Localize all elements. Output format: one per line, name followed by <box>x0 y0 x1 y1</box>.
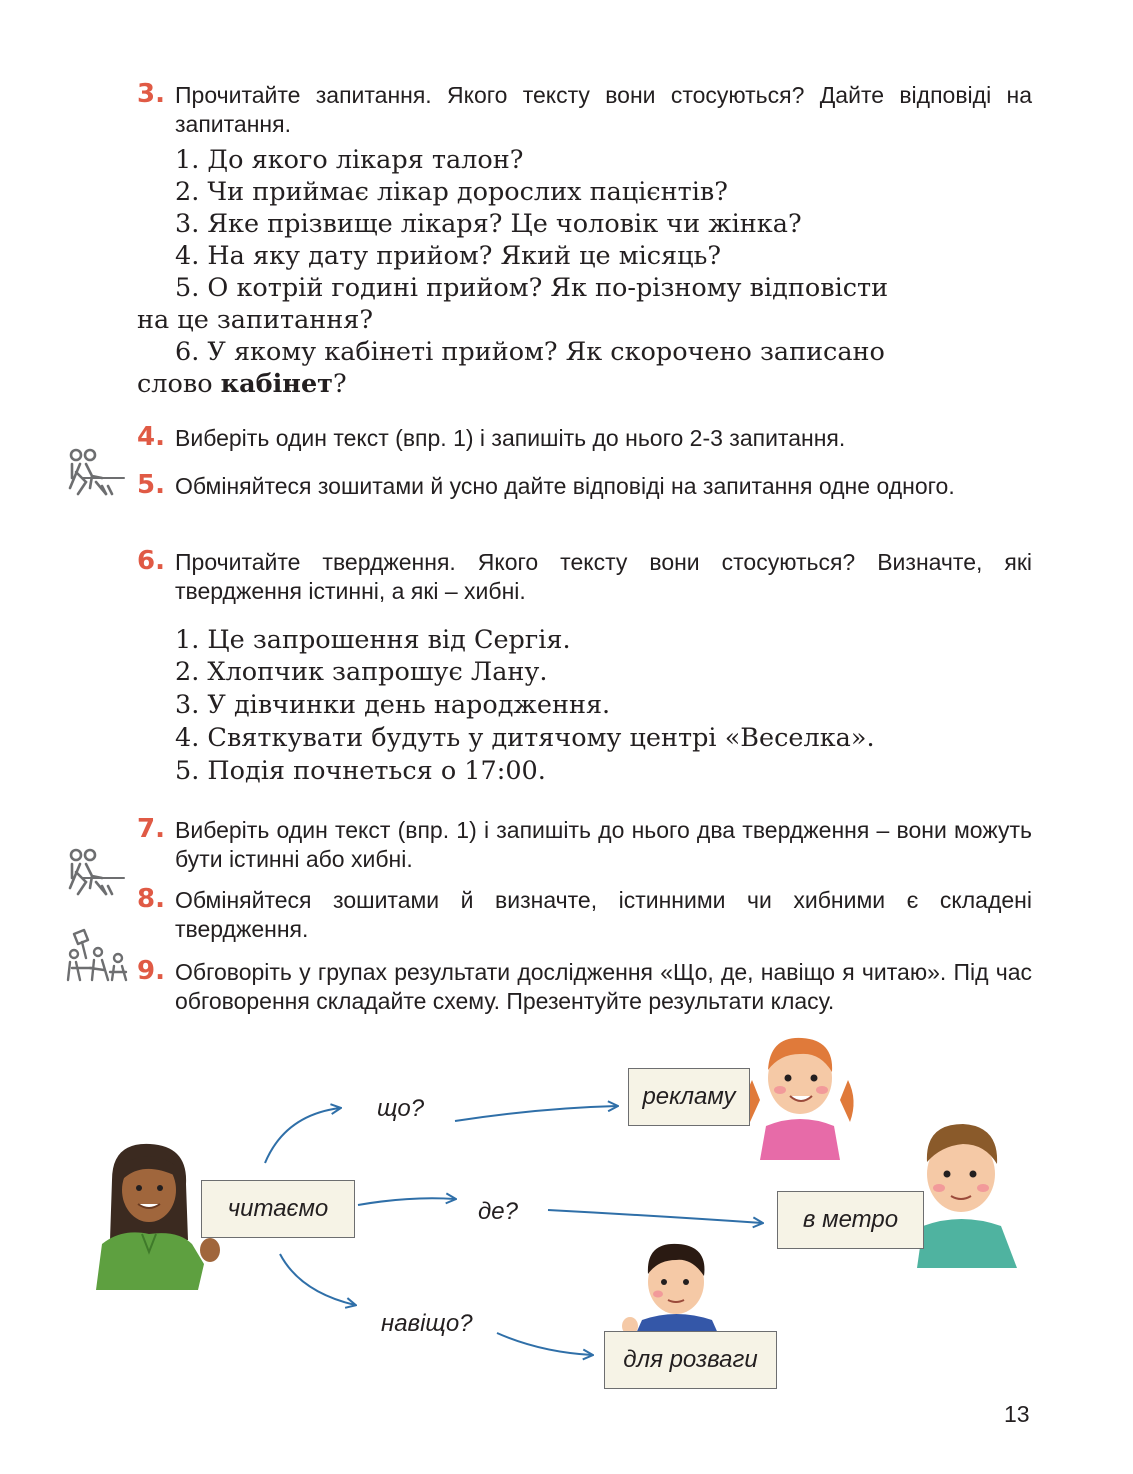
arrow-why <box>280 1254 355 1305</box>
task-text: Виберіть один текст (впр. 1) і запишіть до нього 2-3 запитання. <box>175 425 846 451</box>
statement-1: 1. Це запрошення від Сергія. <box>175 625 571 655</box>
arrow-what <box>265 1108 340 1163</box>
arrow-where <box>358 1198 455 1205</box>
arrow-why-answer <box>497 1333 592 1355</box>
girl-pigtails-illustration <box>740 1030 860 1160</box>
question-5-line-2: на це запитання? <box>137 305 374 335</box>
task-number: 9. <box>137 956 165 986</box>
card-why-answer: для розваги <box>604 1331 777 1389</box>
arrow-what-answer <box>455 1106 617 1121</box>
question-5-line-1: 5. О котрій годині прийом? Як по-різному відповісти <box>175 273 889 303</box>
bold-word: кабінет <box>220 369 333 399</box>
question-mark: ? <box>332 369 347 399</box>
task-number: 5. <box>137 470 165 500</box>
boy-reading-illustration <box>620 1238 730 1338</box>
statement-3: 3. У дівчинки день народження. <box>175 690 611 720</box>
arrow-where-answer <box>548 1210 762 1223</box>
question-3: 3. Яке прізвище лікаря? Це чоловік чи жінка? <box>175 209 802 239</box>
label-what: що? <box>377 1095 425 1122</box>
statement-5: 5. Подія почнеться о 17:00. <box>175 756 546 786</box>
task-number: 6. <box>137 546 165 576</box>
card-where-answer: в метро <box>777 1191 924 1249</box>
label-why: навіщо? <box>381 1310 473 1337</box>
task-number: 8. <box>137 884 165 914</box>
statement-2: 2. Хлопчик запрошує Лану. <box>175 657 548 687</box>
task-number: 3. <box>137 79 165 109</box>
question-6-line-1: 6. У якому кабінеті прийом? Як скорочено записано <box>175 337 885 367</box>
card-reading: читаємо <box>201 1180 355 1238</box>
label-where: де? <box>478 1198 518 1225</box>
page-number: 13 <box>1004 1401 1030 1427</box>
task-text: Виберіть один текст (впр. 1) і запишіть до нього два твердження – вони можуть бути істинні або хибні. <box>175 817 1032 872</box>
question-6-text: слово <box>137 369 221 399</box>
question-1: 1. До якого лікаря талон? <box>175 145 524 175</box>
task-number: 4. <box>137 422 165 452</box>
task-text: Обміняйтеся зошитами й усно дайте відповіді на запитання одне одного. <box>175 473 955 499</box>
task-text: Обговоріть у групах результати дослідження «Що, де, навіщо я читаю». Під час обговорення складайте схему. Презентуйте результати класу. <box>175 959 1032 1014</box>
statement-4: 4. Святкувати будуть у дитячому центрі «Веселка». <box>175 723 875 753</box>
question-4: 4. На яку дату прийом? Який це місяць? <box>175 241 722 271</box>
task-number: 7. <box>137 814 165 844</box>
card-what-answer: рекламу <box>628 1068 750 1126</box>
task-text: Обміняйтеся зошитами й визначте, істинними чи хибними є складені твердження. <box>175 887 1032 942</box>
task-text: Прочитайте твердження. Якого тексту вони стосуються? Визначте, які твердження істинні, а які – хибні. <box>175 549 1032 604</box>
question-2: 2. Чи приймає лікар дорослих пацієнтів? <box>175 177 728 207</box>
task-text: Прочитайте запитання. Якого тексту вони стосуються? Дайте відповіді на запитання. <box>175 82 1032 137</box>
